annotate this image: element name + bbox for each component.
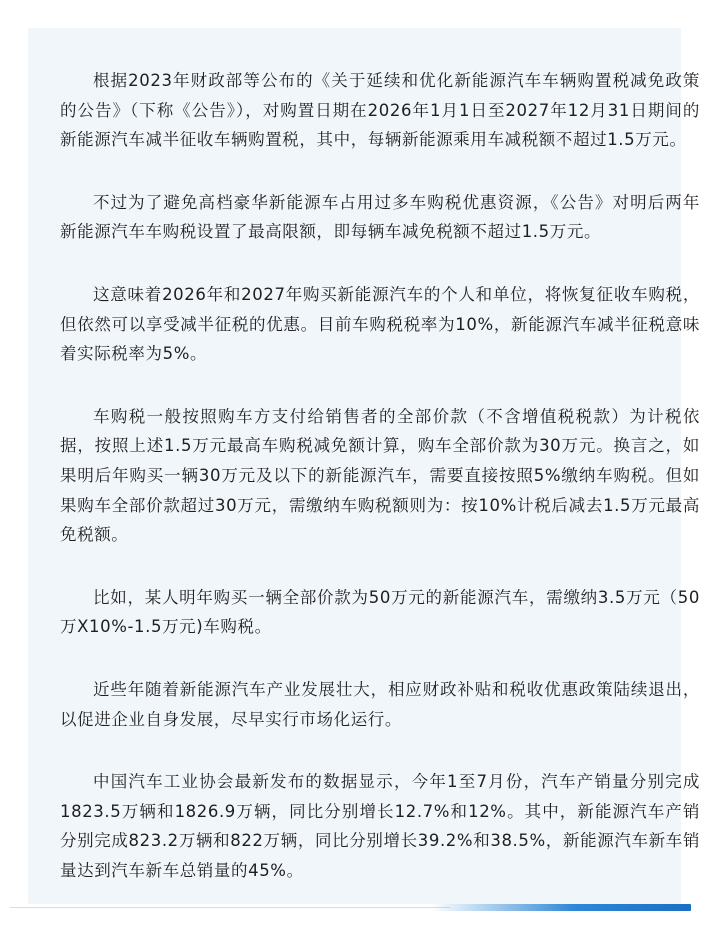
paragraph-7: 中国汽车工业协会最新发布的数据显示，今年1至7月份，汽车产销量分别完成1823.5万辆和1826.9万辆，同比分别增长12.7%和12%。其中，新能源汽车产销分别完成823.2万辆和822万辆，同比分别增长39.2%和38.5%，新能源汽车新车销量达到汽车新车总销量的45%。 <box>60 772 700 880</box>
bottom-divider-line <box>10 907 450 908</box>
paragraph-3: 这意味着2026年和2027年购买新能源汽车的个人和单位，将恢复征收车购税，但依然可以享受减半征税的优惠。目前车购税税率为10%，新能源汽车减半征税意味着实际税率为5%。 <box>60 284 700 364</box>
paragraph-5: 比如，某人明年购买一辆全部价款为50万元的新能源汽车，需缴纳3.5万元（50万X10%-1.5万元)车购税。 <box>60 587 700 637</box>
paragraph-6: 近些年随着新能源汽车产业发展壮大，相应财政补贴和税收优惠政策陆续退出，以促进企业自身发展，尽早实行市场化运行。 <box>60 679 700 729</box>
paragraph-2: 不过为了避免高档豪华新能源车占用过多车购税优惠资源，《公告》对明后两年新能源汽车车购税设置了最高限额，即每辆车减免税额不超过1.5万元。 <box>60 192 700 242</box>
article-body <box>60 66 700 885</box>
paragraph-4: 车购税一般按照购车方支付给销售者的全部价款（不含增值税税款）为计税依据，按照上述1.5万元最高车购税减免额计算，购车全部价款为30万元。换言之，如果明后年购买一辆30万元及以下的新能源汽车，需要直接按照5%缴纳车购税。但如果购车全部价款超过30万元，需缴纳车购税额则为：按10%计税后减去1.5万元最高免税额。 <box>60 406 700 545</box>
bottom-accent-bar <box>431 904 691 911</box>
paragraph-1: 根据2023年财政部等公布的《关于延续和优化新能源汽车车辆购置税减免政策的公告》（下称《公告》），对购置日期在2026年1月1日至2027年12月31日期间的新能源汽车减半征收车辆购置税，其中，每辆新能源乘用车减税额不超过1.5万元。 <box>60 71 700 150</box>
article-panel <box>28 28 700 904</box>
